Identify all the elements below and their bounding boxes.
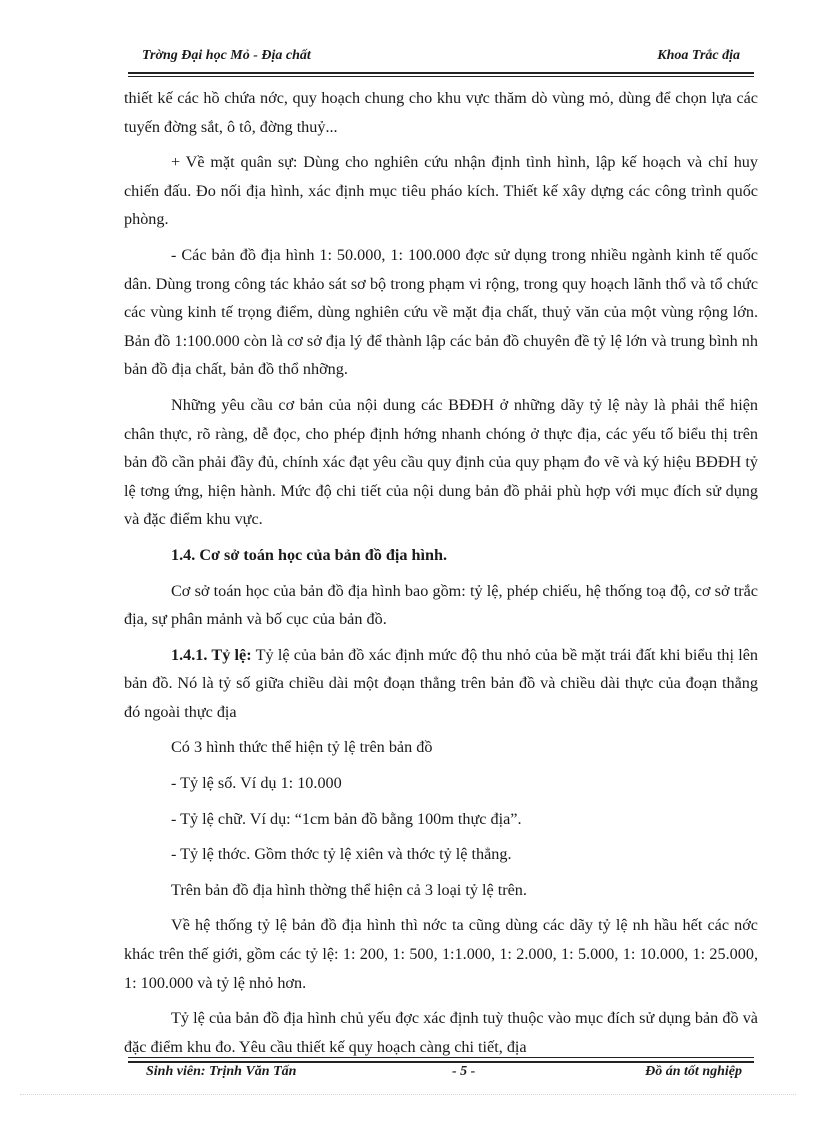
- document-body: [124, 84, 758, 1068]
- header-rule-thin: [128, 76, 754, 77]
- paragraph-scale-definition: [124, 641, 758, 727]
- header-faculty: Khoa Trắc địa: [657, 48, 740, 63]
- paragraph-military: + Về mặt quân sự: Dùng cho nghiên cứu nhận định tình hình, lập kế hoạch và chỉ huy chiến đấu. Đo nối địa hình, xác định mục tiêu pháo kích. Thiết kế xây dựng các công trình quốc phòng.: [124, 153, 758, 229]
- footer-student: Sinh viên: Trịnh Văn Tấn: [146, 1064, 297, 1079]
- paragraph-scale-selection: Tỷ lệ của bản đồ địa hình chủ yếu đợc xác định tuỳ thuộc vào mục đích sử dụng bản đồ và đặc điểm khu đo. Yêu cầu thiết kế quy hoạch càng chi tiết, địa: [124, 1009, 758, 1056]
- list-item: - Tỷ lệ thớc. Gồm thớc tỷ lệ xiên và thớc tỷ lệ thẳng.: [171, 845, 512, 864]
- paragraph-topo-scales: Trên bản đồ địa hình thờng thể hiện cả 3 loại tỷ lệ trên.: [171, 880, 527, 899]
- footer-thesis: Đồ án tốt nghiệp: [645, 1064, 742, 1079]
- footer-rule-thin: [128, 1057, 754, 1058]
- paragraph-small-scale-maps: - Các bản đồ địa hình 1: 50.000, 1: 100.000 đợc sử dụng trong nhiều ngành kinh tế quốc dân. Dùng trong công tác khảo sát sơ bộ trong phạm vi rộng, trong quy hoạch lãnh thổ và tổ chức các vùng kinh tế trọng điểm, dùng nghiên cứu về mặt địa chất, thuỷ văn của một vùng rộng lớn. Bản đồ 1:100.000 còn là cơ sở địa lý để thành lập các bản đồ chuyên đề tỷ lệ lớn và trung bình nh bản đồ địa chất, bản đồ thổ nhỡng.: [124, 245, 758, 379]
- paragraph-requirements: Những yêu cầu cơ bản của nội dung các BĐĐH ở những dãy tỷ lệ này là phải thể hiện chân thực, rõ ràng, dễ đọc, cho phép định hớng nhanh chóng ở thực địa, các yếu tố biểu thị trên bản đồ cần phải đầy đủ, chính xác đạt yêu cầu quy định của quy phạm đo vẽ và ký hiệu BĐĐH tỷ lệ tơng ứng, hiện hành. Mức độ chi tiết của nội dung bản đồ phải phù hợp với mục đích sử dụng và đặc điểm khu vực.: [124, 395, 758, 529]
- list-item: - Tỷ lệ chữ. Ví dụ: “1cm bản đồ bằng 100m thực địa”.: [171, 809, 522, 828]
- scale-definition-text: Tỷ lệ của bản đồ xác định mức độ thu nhỏ của bề mặt trái đất khi biểu thị lên bản đồ. Nó là tỷ số giữa chiều dài một đoạn thẳng trên bản đồ và chiều dài thực của đoạn thẳng đó ngoài thực địa: [124, 645, 759, 721]
- page-footer: [128, 1064, 754, 1088]
- header-rule-thick: [128, 72, 754, 74]
- page-edge-divider: [20, 1094, 796, 1095]
- paragraph-scale-system: Về hệ thống tỷ lệ bản đồ địa hình thì nớc ta cũng dùng các dãy tỷ lệ nh hầu hết các nớc khác trên thế giới, gồm các tỷ lệ: 1: 200, 1: 500, 1:1.000, 1: 2.000, 1: 5.000, 1: 10.000, 1: 25.000, 1: 100.000 và tỷ lệ nhỏ hơn.: [124, 916, 758, 992]
- footer-rule-thick: [128, 1061, 754, 1063]
- page-number: - 5 -: [452, 1064, 476, 1079]
- page-header: [128, 44, 754, 70]
- paragraph-scale-forms: Có 3 hình thức thể hiện tỷ lệ trên bản đồ: [171, 738, 433, 757]
- paragraph-1: thiết kế các hồ chứa nớc, quy hoạch chung cho khu vực thăm dò vùng mỏ, dùng để chọn lựa các tuyến đờng sắt, ô tô, đờng thuỷ...: [124, 89, 758, 136]
- section-title: 1.4. Cơ sở toán học của bản đồ địa hình.: [171, 545, 448, 564]
- list-item: - Tỷ lệ số. Ví dụ 1: 10.000: [171, 774, 342, 793]
- header-university: Trờng Đại học Mỏ - Địa chất: [142, 48, 311, 63]
- subsection-label: 1.4.1. Tỷ lệ:: [171, 645, 252, 664]
- paragraph-math-basis: Cơ sở toán học của bản đồ địa hình bao gồm: tỷ lệ, phép chiếu, hệ thống toạ độ, cơ sở trắc địa, sự phân mảnh và bố cục của bản đồ.: [124, 581, 758, 629]
